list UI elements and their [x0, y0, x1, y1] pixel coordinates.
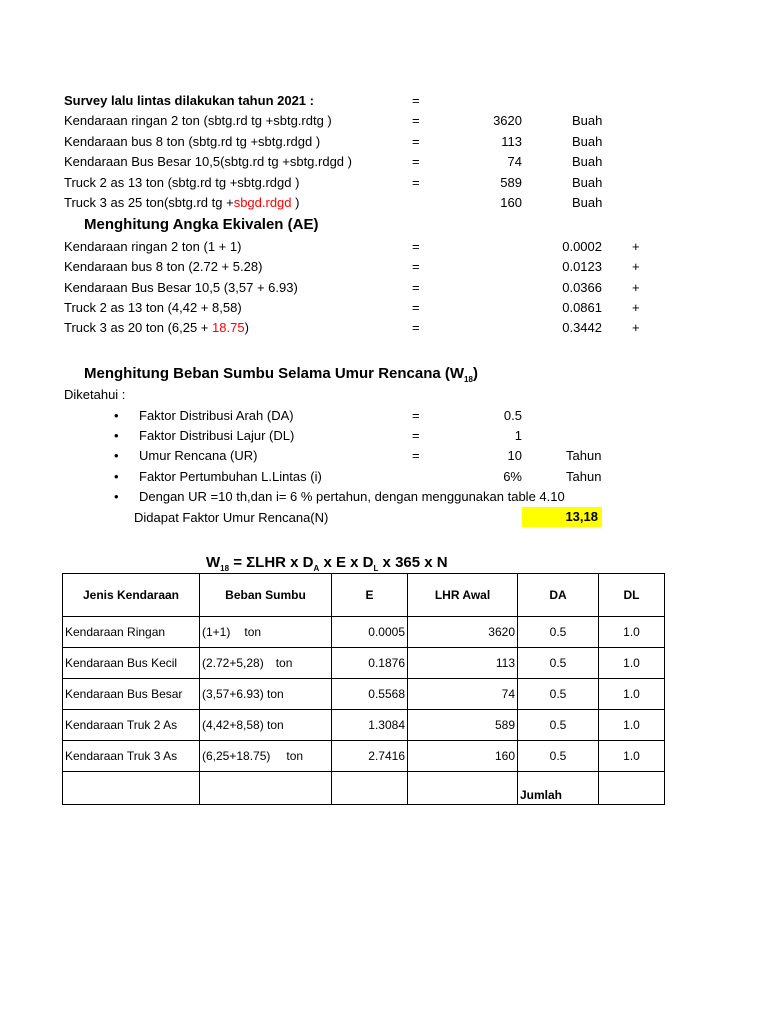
w18-heading	[84, 366, 478, 384]
ae-row-label: Truck 2 as 13 ton (4,42 + 8,58)	[64, 300, 242, 315]
formula-w-sub: 18	[220, 564, 230, 573]
survey-row-label-red: sbgd.rdgd	[233, 195, 292, 210]
cell-e: 2.7416	[332, 741, 408, 772]
table-header-row	[63, 574, 665, 617]
ae-row-label: Kendaraan Bus Besar 10,5 (3,57 + 6.93)	[64, 280, 298, 295]
ae-row-label-part: )	[244, 320, 249, 335]
param-value: 10	[507, 448, 522, 463]
cell-dl: 1.0	[599, 648, 665, 679]
survey-row-label: Truck 2 as 13 ton (sbtg.rd tg +sbtg.rdgd )	[64, 175, 300, 190]
cell-dl: 1.0	[599, 617, 665, 648]
survey-row-unit: Buah	[572, 175, 603, 190]
survey-row-label-part: Truck 3 as 25 ton(sbtg.rd tg +	[64, 195, 234, 210]
table-row	[63, 679, 665, 710]
param-value: 1	[514, 428, 522, 443]
cell-empty	[63, 772, 200, 805]
survey-row-unit: Buah	[572, 134, 603, 149]
ae-row-op: +	[632, 320, 640, 335]
param-label: Umur Rencana (UR)	[139, 448, 258, 463]
survey-row-eq: =	[412, 113, 420, 128]
cell-da: 0.5	[518, 648, 599, 679]
header-beban: Beban Sumbu	[200, 574, 332, 617]
didapat-label: Didapat Faktor Umur Rencana(N)	[134, 510, 329, 525]
cell-beban-value: (6,25+18.75)	[202, 749, 271, 763]
cell-beban: (4,42+8,58) ton	[200, 710, 332, 741]
param-value: 6%	[503, 469, 522, 484]
survey-row-eq: =	[412, 154, 420, 169]
ae-row-op: +	[632, 280, 640, 295]
header-lhr: LHR Awal	[408, 574, 518, 617]
cell-beban	[200, 617, 332, 648]
cell-dl: 1.0	[599, 679, 665, 710]
cell-lhr: 589	[408, 710, 518, 741]
cell-jenis: Kendaraan Bus Besar	[63, 679, 200, 710]
cell-empty	[599, 772, 665, 805]
survey-row-unit: Buah	[572, 154, 603, 169]
table-row	[63, 648, 665, 679]
ae-row-label-part: Truck 3 as 20 ton (6,25 +	[64, 320, 213, 335]
ae-row-eq: =	[412, 300, 420, 315]
ae-row-eq: =	[412, 239, 420, 254]
cell-beban-unit: ton	[244, 625, 262, 639]
cell-lhr: 160	[408, 741, 518, 772]
ae-row-eq: =	[412, 259, 420, 274]
survey-row-eq: =	[412, 175, 420, 190]
cell-da: 0.5	[518, 679, 599, 710]
survey-row-unit: Buah	[572, 195, 603, 210]
ae-row-value: 0.0366	[562, 280, 602, 295]
table-total-row	[63, 772, 665, 805]
cell-beban-unit: ton	[275, 656, 293, 670]
cell-e: 0.1876	[332, 648, 408, 679]
cell-beban	[200, 648, 332, 679]
cell-empty	[332, 772, 408, 805]
w18-heading-sub: 18	[464, 375, 473, 384]
cell-dl: 1.0	[599, 741, 665, 772]
param-label: Faktor Distribusi Arah (DA)	[139, 408, 294, 423]
survey-title-eq: =	[412, 93, 420, 108]
formula-da-sub: A	[313, 564, 320, 573]
ae-row-value: 0.3442	[562, 320, 602, 335]
ae-row-label: Kendaraan ringan 2 ton (1 + 1)	[64, 239, 242, 254]
ae-row-op: +	[632, 259, 640, 274]
ae-row-op: +	[632, 300, 640, 315]
cell-beban: (3,57+6.93) ton	[200, 679, 332, 710]
survey-row-label: Kendaraan bus 8 ton (sbtg.rd tg +sbtg.rdgd )	[64, 134, 321, 149]
ae-row-label-red: 18.75	[212, 320, 245, 335]
cell-beban-value: (1+1)	[202, 625, 231, 639]
param-eq: =	[412, 408, 420, 423]
ae-row-value: 0.0002	[562, 239, 602, 254]
survey-row-label-part: )	[291, 195, 300, 210]
ae-row-label: Kendaraan bus 8 ton (2.72 + 5.28)	[64, 259, 263, 274]
param-unit: Tahun	[566, 469, 602, 484]
bullet-icon: •	[114, 408, 119, 423]
header-jenis: Jenis Kendaraan	[63, 574, 200, 617]
formula-part: x E x D	[319, 554, 374, 571]
table-row	[63, 741, 665, 772]
survey-row-value: 589	[500, 175, 522, 190]
formula-part: = ΣLHR x D	[229, 554, 314, 571]
bullet-icon: •	[114, 428, 119, 443]
cell-jumlah: Jumlah	[518, 772, 599, 805]
cell-e: 1.3084	[332, 710, 408, 741]
cell-da: 0.5	[518, 710, 599, 741]
cell-empty	[408, 772, 518, 805]
cell-e: 0.0005	[332, 617, 408, 648]
cell-beban-unit: ton	[286, 749, 304, 763]
survey-row-value: 160	[500, 195, 522, 210]
formula-dl-sub: L	[373, 564, 379, 573]
ae-row-value: 0.0861	[562, 300, 602, 315]
header-dl: DL	[599, 574, 665, 617]
header-e: E	[332, 574, 408, 617]
cell-e: 0.5568	[332, 679, 408, 710]
survey-row-value: 74	[507, 154, 522, 169]
cell-jenis: Kendaraan Truk 2 As	[63, 710, 200, 741]
ae-row-op: +	[632, 239, 640, 254]
w18-heading-close: )	[472, 365, 478, 382]
table-row	[63, 617, 665, 648]
ae-heading: Menghitung Angka Ekivalen (AE)	[84, 216, 319, 233]
ae-row-eq: =	[412, 320, 420, 335]
param-label: Faktor Distribusi Lajur (DL)	[139, 428, 295, 443]
table-row	[63, 710, 665, 741]
cell-lhr: 3620	[408, 617, 518, 648]
ae-row-value: 0.0123	[562, 259, 602, 274]
cell-jenis: Kendaraan Truk 3 As	[63, 741, 200, 772]
header-da: DA	[518, 574, 599, 617]
cell-da: 0.5	[518, 741, 599, 772]
cell-lhr: 74	[408, 679, 518, 710]
param-label: Faktor Pertumbuhan L.Lintas (i)	[139, 469, 322, 484]
bullet-icon: •	[114, 448, 119, 463]
param-unit: Tahun	[566, 448, 602, 463]
survey-row-label: Kendaraan ringan 2 ton (sbtg.rd tg +sbtg.rdtg )	[64, 113, 332, 128]
ae-row-eq: =	[412, 280, 420, 295]
param-eq: =	[412, 428, 420, 443]
w18-formula	[206, 555, 448, 573]
cell-jenis: Kendaraan Bus Kecil	[63, 648, 200, 679]
survey-row-value: 113	[501, 134, 522, 149]
diketahui-label: Diketahui :	[64, 387, 126, 402]
survey-row-eq: =	[412, 134, 420, 149]
didapat-value: 13,18	[522, 507, 602, 527]
formula-w: W	[206, 554, 221, 571]
bullet-icon: •	[114, 469, 119, 484]
cell-empty	[200, 772, 332, 805]
survey-title: Survey lalu lintas dilakukan tahun 2021 :	[64, 93, 314, 108]
cell-jenis: Kendaraan Ringan	[63, 617, 200, 648]
cell-da: 0.5	[518, 617, 599, 648]
method-note: Dengan UR =10 th,dan i= 6 % pertahun, dengan menggunakan table 4.10	[139, 489, 565, 504]
cell-dl: 1.0	[599, 710, 665, 741]
cell-beban	[200, 741, 332, 772]
param-value: 0.5	[503, 408, 522, 423]
formula-part: x 365 x N	[378, 554, 448, 571]
survey-row-value: 3620	[493, 113, 522, 128]
cell-lhr: 113	[408, 648, 518, 679]
param-eq: =	[412, 448, 420, 463]
load-table	[62, 573, 665, 805]
cell-beban-value: (2.72+5,28)	[202, 656, 264, 670]
survey-row-unit: Buah	[572, 113, 603, 128]
w18-heading-text: Menghitung Beban Sumbu Selama Umur Rencana (W	[84, 365, 465, 382]
ae-row-label	[64, 321, 249, 334]
survey-row-label: Kendaraan Bus Besar 10,5(sbtg.rd tg +sbtg.rdgd )	[64, 154, 352, 169]
survey-row-label	[64, 196, 299, 209]
bullet-icon: •	[114, 489, 119, 504]
